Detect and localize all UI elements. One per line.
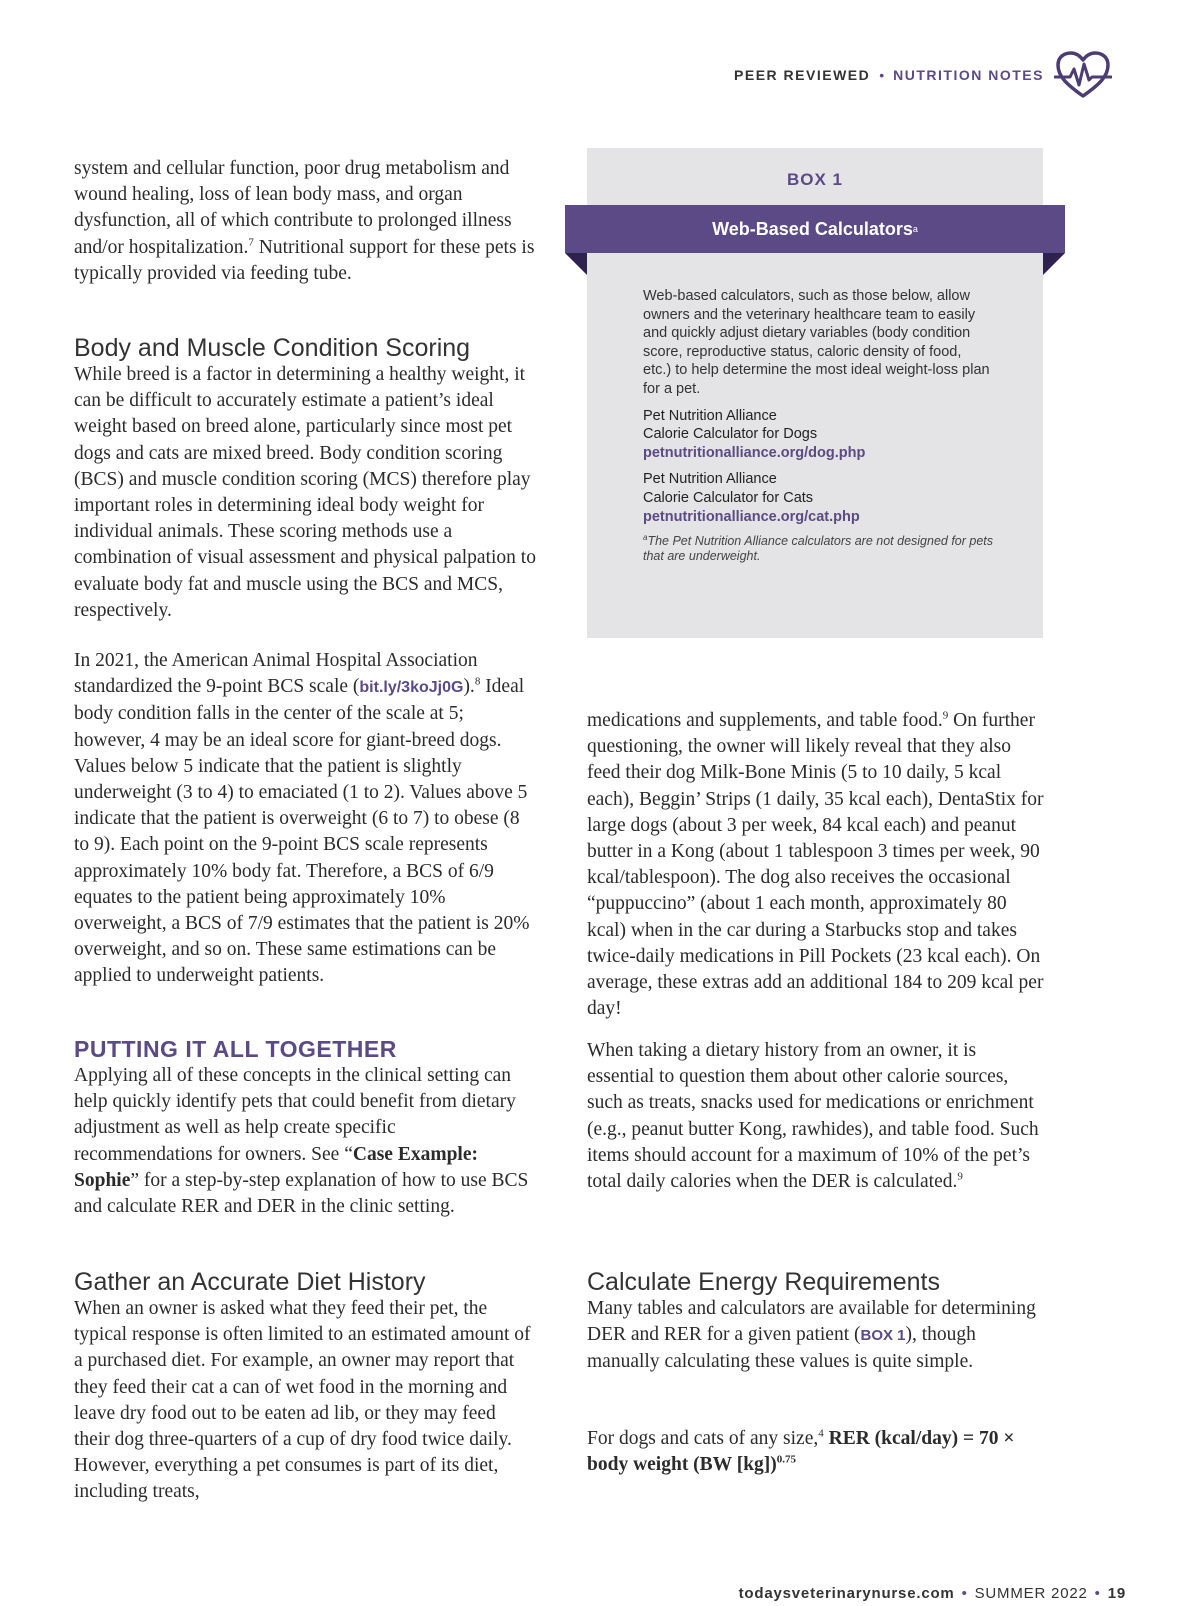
peer-reviewed-label: PEER REVIEWED [734, 67, 871, 83]
putting-together-paragraph: Applying all of these concepts in the clinical setting can help quickly identify pets that could benefit from dietary adjustment as well as help create specific recommendations for owners. See “Case Example: Sophie” for a step-by-step explanation of how to use BCS and calculate RER and DER in the clinic setting. [74, 1065, 529, 1218]
putting-together-heading: PUTTING IT ALL TOGETHER [74, 1036, 397, 1062]
extras-paragraph: medications and supplements, and table food.$^9$ On further questioning, the owner will likely reveal that they also feed their dog Milk-Bone Minis (5 to 10 daily, 5 kcal each), Beggin’ Strips (1 daily, 35 kcal each), DentaStix for large dogs (about 3 per week, 84 kcal each) and peanut butter in a Kong (about 1 tablespoon 3 times per week, 90 kcal/tablespoon). The dog also receives the occasional “puppuccino” (about 1 each month, approximately 80 kcal) when in the car during a Starbucks stop and takes twice-daily medications in Pill Pockets (23 kcal each). On average, these extras add an additional 184 to 209 kcal per day! [587, 709, 1044, 1020]
case-example-ref: Case Example: Sophie [74, 1143, 478, 1191]
dietary-history-paragraph: When taking a dietary history from an owner, it is essential to question them about other calorie sources, such as treats, snacks used for medications or enrichment (e.g., peanut butter Kong, rawhides), and table food. Such items should account for a maximum of 10% of the pet’s total daily calories when the DER is calculated.$^9$ [587, 1040, 1039, 1193]
box1-title-banner: Web-Based Calculators a [565, 205, 1065, 253]
box1-label: BOX 1 [786, 170, 844, 189]
intro-paragraph: system and cellular function, poor drug metabolism and wound healing, loss of lean body mass, and organ dysfunction, all of which contribute to prolonged illness and/or hospitalization.$^7$ Nutritional support for these pets is typically provided via feeding tube. [74, 158, 535, 284]
diet-history-heading: Gather an Accurate Diet History [74, 1268, 426, 1296]
site-url[interactable]: todaysveterinarynurse.com [738, 1585, 955, 1602]
bcs-heading: Body and Muscle Condition Scoring [74, 334, 471, 362]
heart-pulse-icon [1054, 50, 1112, 100]
banner-fold-right [1043, 253, 1065, 275]
bcs-paragraph-2: In 2021, the American Animal Hospital Association standardized the 9-point BCS scale (bit.ly/3koJj0G).$^8$ Ideal body condition falls in the center of the scale at 5; however, 4 may be an ideal score for giant-breed dogs. Values below 5 indicate that the patient is slightly underweight (3 to 4) to emaciated (1 to 2). Values above 5 indicate that the patient is overweight (6 to 7) to obese (8 to 9). Each point on the 9-point BCS scale represents approximately 10% body fat. Therefore, a BCS of 6/9 equates to the patient being approximately 10% overweight, a BCS of 7/9 estimates that the patient is 20% overweight, and so on. These same estimations can be applied to underweight patients. [74, 650, 530, 987]
dog-calculator-link[interactable]: petnutritionalliance.org/dog.php [643, 444, 866, 461]
rer-formula: For dogs and cats of any size,$^4$ RER (kcal/day) = 70 × body weight (BW [kg])$^{0.75}$ [587, 1427, 1015, 1476]
bcs-paragraph-1: While breed is a factor in determining a healthy weight, it can be difficult to accurately estimate a patient’s ideal weight based on breed alone, particularly since most pet dogs and cats are mixed breed. Body condition scoring (BCS) and muscle condition scoring (MCS) therefore play important roles in determining ideal body weight for individual animals. These scoring methods use a combination of visual assessment and physical palpation to evaluate body fat and muscle using the BCS and MCS, respectively. [74, 364, 536, 621]
resource-cats: Pet Nutrition Alliance Calorie Calculator for Cats petnutritionalliance.org/cat.php [643, 470, 993, 526]
header-separator: • [879, 67, 885, 83]
section-label: NUTRITION NOTES [893, 67, 1044, 83]
page-number: 19 [1107, 1585, 1126, 1602]
energy-paragraph: Many tables and calculators are available for determining DER and RER for a given patient (BOX 1), though manually calculating these values is quite simple. [587, 1298, 1036, 1373]
running-header [734, 50, 1112, 100]
issue-label: SUMMER 2022 [974, 1585, 1088, 1602]
box1-reference[interactable]: BOX 1 [860, 1327, 906, 1345]
box1-intro: Web-based calculators, such as those below, allow owners and the veterinary healthcare team to easily and quickly adjust dietary variables (body condition score, reproductive status, caloric density of food, etc.) to help determine the most ideal weight-loss plan for a pet. [643, 288, 990, 397]
resource-dogs: Pet Nutrition Alliance Calorie Calculator for Dogs petnutritionalliance.org/dog.php [643, 407, 993, 463]
cat-calculator-link[interactable]: petnutritionalliance.org/cat.php [643, 508, 860, 525]
diet-history-paragraph: When an owner is asked what they feed their pet, the typical response is often limited to an estimated amount of a purchased diet. For example, an owner may report that they feed their cat a can of wet food in the morning and leave dry food out to be eaten ad lib, or they may feed their dog three-quarters of a cup of dry food twice daily. However, everything a pet consumes is part of its diet, including treats, [74, 1298, 531, 1503]
box1-footnote: $^a$The Pet Nutrition Alliance calculators are not designed for pets that are underweight. [643, 532, 994, 564]
box1-title: Web-Based Calculators [712, 218, 913, 239]
energy-heading: Calculate Energy Requirements [587, 1268, 940, 1296]
banner-fold-left [565, 253, 587, 275]
box1-content [643, 287, 993, 564]
aaha-bcs-link[interactable]: bit.ly/3koJj0G [359, 679, 464, 697]
page-footer: todaysveterinarynurse.com • SUMMER 2022 • 19 [738, 1585, 1126, 1602]
